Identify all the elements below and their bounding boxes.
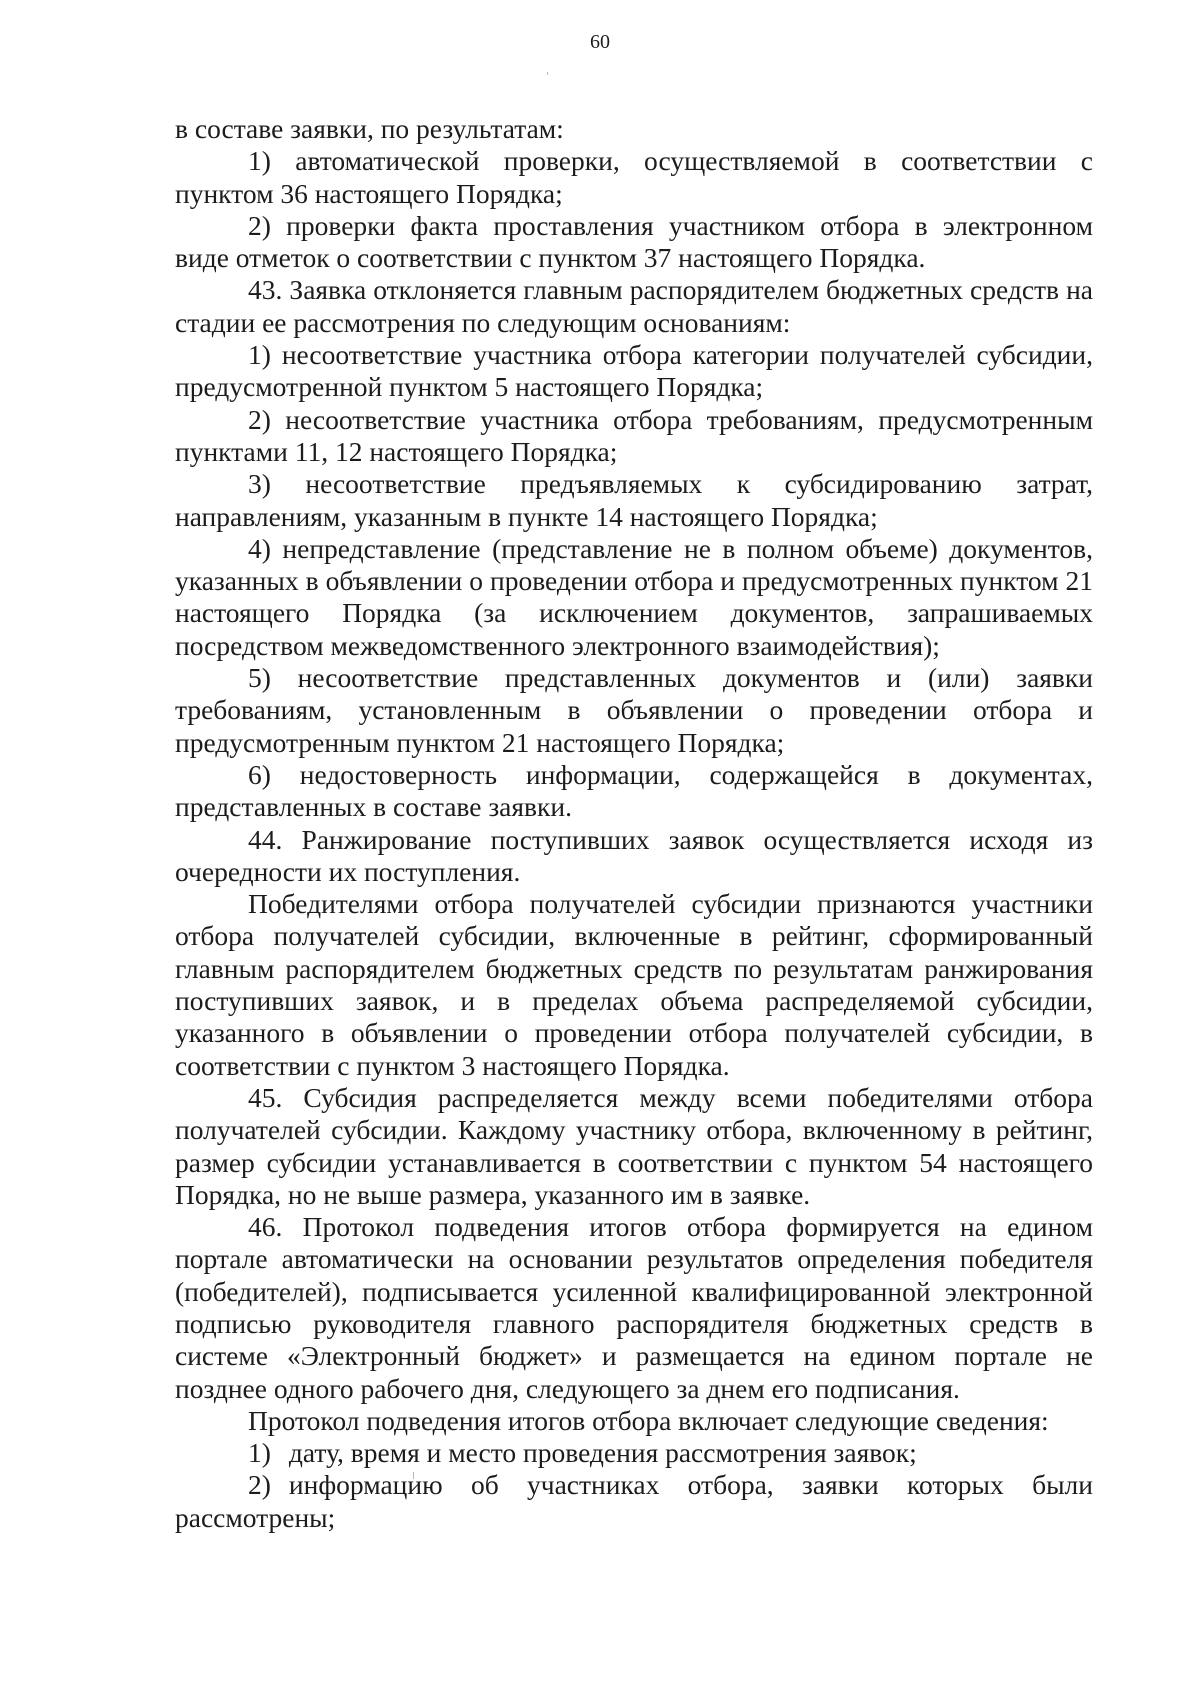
scan-artifact — [547, 72, 548, 75]
page-number: 60 — [590, 31, 610, 53]
list-item-check-2: 2) проверки факта проставления участником отбора в электронном виде отметок о соответствии с пунктом 37 настоящего Порядка. — [175, 209, 1093, 274]
paragraph-continuation: в составе заявки, по результатам: — [175, 113, 564, 144]
protocol-item-1 — [175, 1437, 1093, 1469]
protocol-contents-intro: Протокол подведения итогов отбора включает следующие сведения: — [248, 1404, 1049, 1436]
rejection-ground-6: 6) недостоверность информации, содержащейся в документах, представленных в составе заявки. — [175, 758, 1093, 823]
rejection-ground-5: 5) несоответствие представленных документов и (или) заявки требованиям, установленным в объявлении о проведении отбора и предусмотренным пунктом 21 настоящего Порядка; — [175, 662, 1093, 758]
protocol-item-text: дату, время и место проведения рассмотрения заявок; — [288, 1437, 917, 1469]
rejection-ground-1: 1) несоответствие участника отбора категории получателей субсидии, предусмотренной пунктом 5 настоящего Порядка; — [175, 339, 1093, 403]
clause-43: 43. Заявка отклоняется главным распорядителем бюджетных средств на стадии ее рассмотрения по следующим основаниям: — [175, 274, 1093, 338]
protocol-item-2 — [175, 1469, 1093, 1534]
clause-46: 46. Протокол подведения итогов отбора формируется на едином портале автоматически на основании результатов определения победителя (победителей), подписывается усиленной квалифицированной электронной подписью руководителя главного распорядителя бюджетных средств в системе «Электронный бюджет» и размещается на едином портале не позднее одного рабочего дня, следующего за днем его подписания. — [175, 1211, 1093, 1404]
winners-paragraph: Победителями отбора получателей субсидии признаются участники отбора получателей субсидии, включенные в рейтинг, сформированный главным распорядителем бюджетных средств по результатам ранжирования поступивших заявок, и в пределах объема распределяемой субсидии, указанного в объявлении о проведении отбора получателей субсидии, в соответствии с пунктом 3 настоящего Порядка. — [175, 888, 1093, 1081]
protocol-item-marker: 1) — [248, 1437, 271, 1469]
clause-45: 45. Субсидия распределяется между всеми победителями отбора получателей субсидии. Каждому участнику отбора, включенному в рейтинг, размер субсидии устанавливается в соответствии с пунктом 54 настоящего Порядка, но не выше размера, указанного им в заявке. — [175, 1081, 1093, 1210]
protocol-item-text: информацию об участниках отбора, заявки которых были рассмотрены; — [175, 1469, 1093, 1533]
rejection-ground-3: 3) несоответствие предъявляемых к субсидированию затрат, направлениям, указанным в пункте 14 настоящего Порядка; — [175, 468, 1093, 532]
rejection-ground-4: 4) непредставление (представление не в полном объеме) документов, указанных в объявлении о проведении отбора и предусмотренных пунктом 21 настоящего Порядка (за исключением документов, запрашиваемых посредством межведомственного электронного взаимодействия); — [175, 532, 1093, 661]
document-body — [175, 113, 1093, 1534]
protocol-item-marker: 2) — [248, 1469, 271, 1501]
rejection-ground-2: 2) несоответствие участника отбора требованиям, предусмотренным пунктами 11, 12 настоящего Порядка; — [175, 403, 1093, 467]
clause-44: 44. Ранжирование поступивших заявок осуществляется исходя из очередности их поступления. — [175, 823, 1093, 887]
list-item-check-1: 1) автоматической проверки, осуществляемой в соответствии с пунктом 36 настоящего Порядка; — [175, 145, 1093, 209]
